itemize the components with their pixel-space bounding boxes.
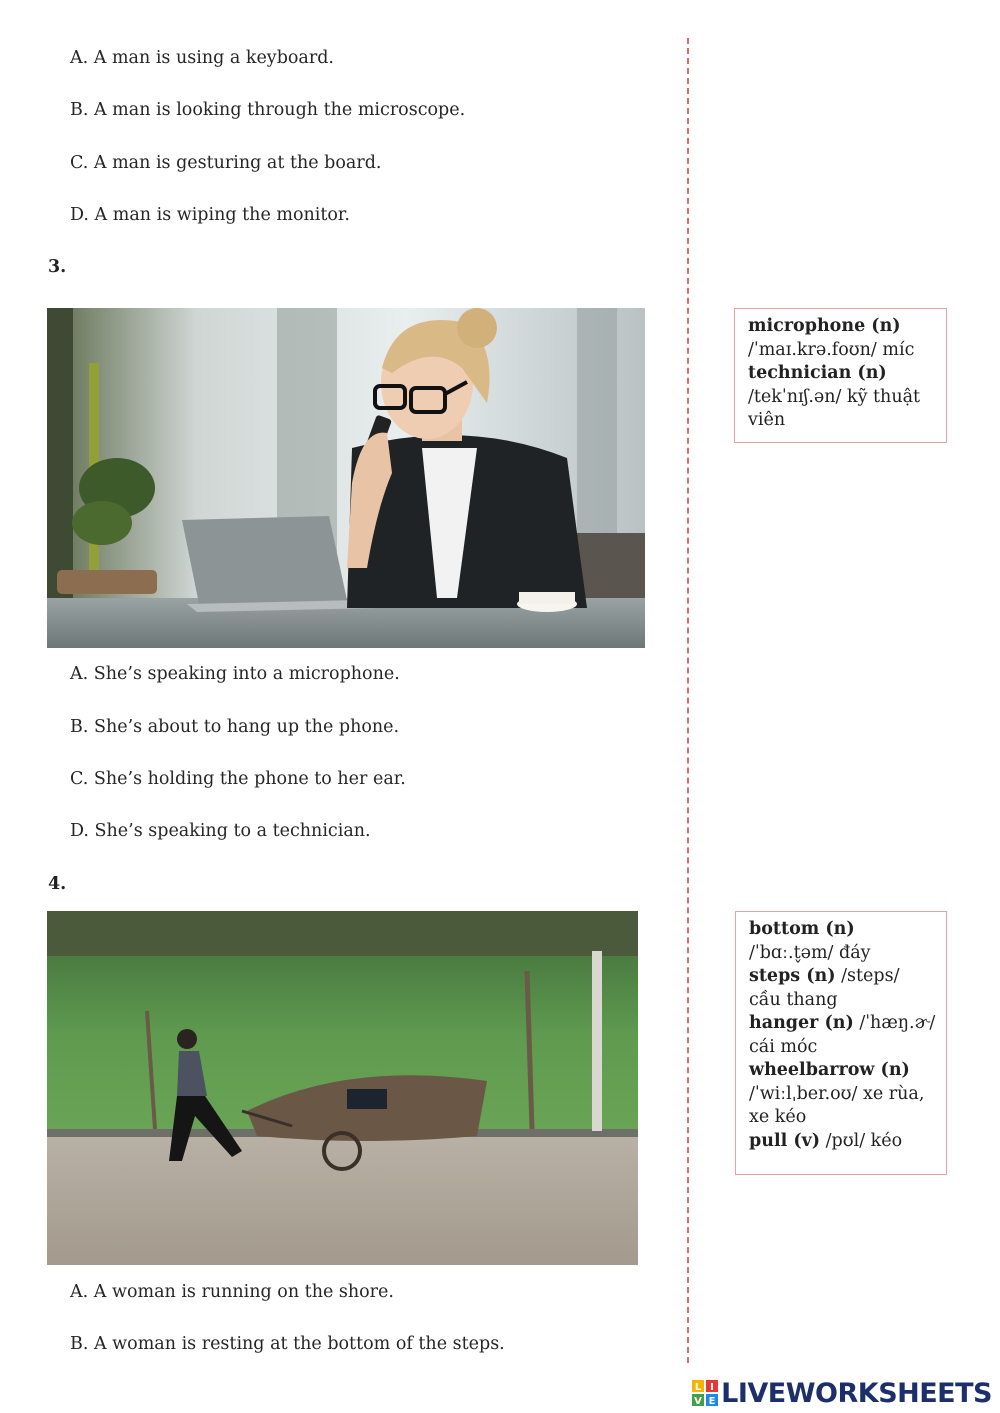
svg-text:V: V [694,1396,703,1406]
liveworksheets-logo-icon [692,1380,718,1406]
liveworksheets-wordmark: LIVEWORKSHEETS [721,1377,992,1409]
liveworksheets-logo[interactable] [692,1378,992,1408]
q2-option-a: A. A man is using a keyboard. [70,48,334,68]
q2-option-c: C. A man is gesturing at the board. [70,153,382,173]
vocab-entry: technician (n) /tekˈnɪʃ.ən/ kỹ thuật viên [748,363,921,430]
q3-option-d: D. She’s speaking to a technician. [70,821,371,841]
q4-option-b: B. A woman is resting at the bottom of the steps. [70,1334,505,1354]
vocab-entry: steps (n) /steps/ cầu thang [749,966,900,1010]
q3-option-b: B. She’s about to hang up the phone. [70,717,400,737]
vocab-entry: pull (v) /pʊl/ kéo [749,1130,903,1151]
vocab-entry: microphone (n) /ˈmaɪ.krə.foʊn/ míc [748,316,915,360]
vocab-box-q4 [735,911,947,1175]
svg-text:I: I [710,1382,715,1393]
question-4-number: 4. [48,874,67,894]
q2-option-b: B. A man is looking through the microscope. [70,100,466,120]
vocab-entry: hanger (n) /ˈhæŋ.ɚ/ cái móc [749,1013,936,1057]
svg-text:E: E [708,1396,716,1406]
column-divider [687,38,689,1363]
question-3-photo [47,308,645,648]
vocab-entry: bottom (n) /ˈbɑː.t̬əm/ đáy [749,919,871,963]
q4-option-a: A. A woman is running on the shore. [70,1282,394,1302]
question-3-number: 3. [48,257,67,277]
q3-option-c: C. She’s holding the phone to her ear. [70,769,406,789]
q3-option-a: A. She’s speaking into a microphone. [70,664,400,684]
vocab-box-q3 [734,308,947,443]
q2-option-d: D. A man is wiping the monitor. [70,205,350,225]
vocab-entry: wheelbarrow (n) /ˈwiːlˌber.oʊ/ xe rùa, xe kéo [749,1060,925,1127]
question-4-photo [47,911,638,1265]
svg-text:L: L [694,1382,702,1393]
